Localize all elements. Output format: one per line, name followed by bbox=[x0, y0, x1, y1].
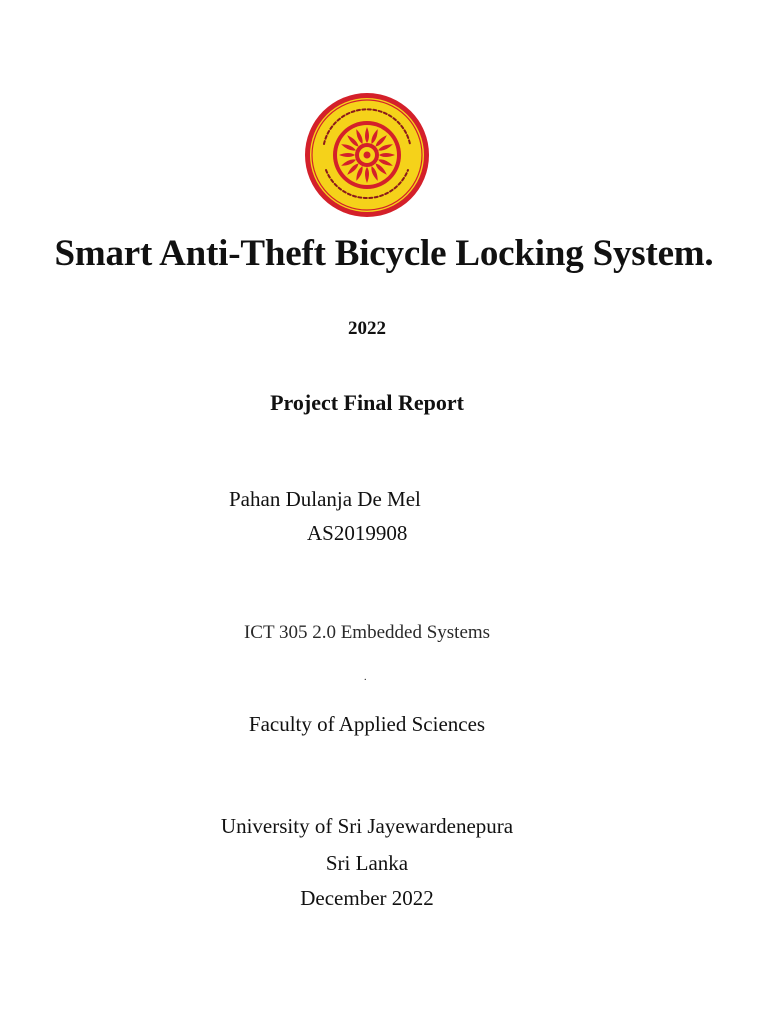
report-year: 2022 bbox=[348, 318, 386, 339]
faculty-name: Faculty of Applied Sciences bbox=[248, 712, 486, 736]
student-id: AS2019908 bbox=[307, 521, 408, 545]
separator-dot: . bbox=[364, 672, 367, 683]
author-name: Pahan Dulanja De Mel bbox=[229, 487, 421, 511]
report-type: Project Final Report bbox=[270, 390, 464, 415]
course-name: ICT 305 2.0 Embedded Systems bbox=[243, 622, 491, 643]
university-seal-icon bbox=[304, 92, 430, 218]
university-name: University of Sri Jayewardenepura bbox=[220, 814, 514, 838]
report-date: December 2022 bbox=[300, 886, 434, 910]
country-name: Sri Lanka bbox=[325, 851, 409, 875]
report-title: Smart Anti-Theft Bicycle Locking System. bbox=[54, 233, 714, 274]
